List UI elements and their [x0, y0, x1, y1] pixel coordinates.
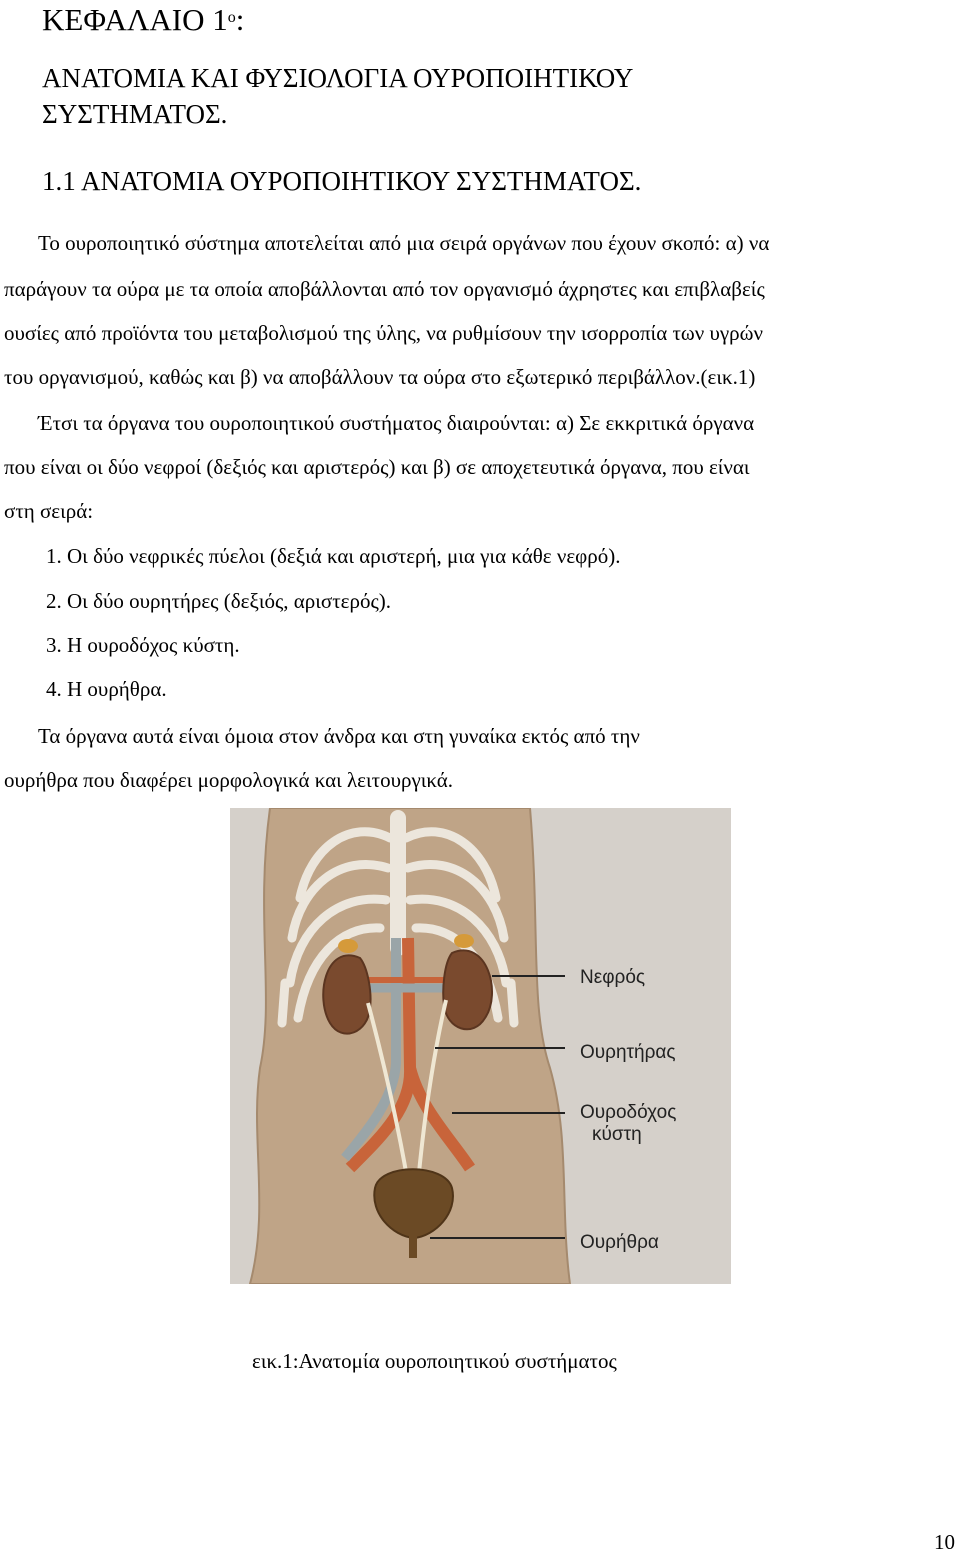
- label-urethra: Ουρήθρα: [580, 1232, 659, 1253]
- closing-line: Τα όργανα αυτά είναι όμοια στον άνδρα και στη γυναίκα εκτός από την: [38, 724, 640, 748]
- list-item: 3. Η ουροδόχος κύστη.: [46, 633, 240, 657]
- body-line: ουσίες από προϊόντα του μεταβολισμού της ύλης, να ρυθμίσουν την ισορροπία των υγρών: [4, 321, 763, 345]
- body-line: Έτσι τα όργανα του ουροποιητικού συστήματος διαιρούνται: α) Σε εκκριτικά όργανα: [38, 411, 755, 435]
- list-item: 4. Η ουρήθρα.: [46, 677, 167, 701]
- page-number: 10: [934, 1530, 955, 1554]
- closing-line: ουρήθρα που διαφέρει μορφολογικά και λειτουργικά.: [4, 768, 454, 792]
- list-item: 2. Οι δύο ουρητήρες (δεξιός, αριστερός).: [46, 589, 392, 613]
- label-kidney: Νεφρός: [580, 967, 646, 988]
- label-ureter: Ουρητήρας: [580, 1042, 676, 1063]
- urinary-system-diagram: [230, 808, 731, 1284]
- label-bladder-line-2: κύστη: [592, 1124, 642, 1145]
- chapter-heading-colon: :: [235, 2, 245, 37]
- list-item: 1. Οι δύο νεφρικές πύελοι (δεξιά και αριστερή, μια για κάθε νεφρό).: [46, 544, 621, 568]
- body-line: παράγουν τα ούρα με τα οποία αποβάλλονται από τον οργανισμό άχρηστες και επιβλαβείς: [4, 277, 765, 301]
- body-line: Το ουροποιητικό σύστημα αποτελείται από μια σειρά οργάνων που έχουν σκοπό: α) να: [38, 231, 770, 255]
- urinary-system-figure: [230, 808, 731, 1284]
- body-line: στη σειρά:: [4, 499, 94, 523]
- chapter-heading-text: ΚΕΦΑΛΑΙΟ 1: [42, 2, 228, 37]
- figure-caption: εικ.1:Ανατομία ουροποιητικού συστήματος: [252, 1349, 617, 1373]
- chapter-title-line-1: ΑΝΑΤΟΜΙΑ ΚΑΙ ΦΥΣΙΟΛΟΓΙΑ ΟΥΡΟΠΟΙΗΤΙΚΟΥ: [42, 63, 634, 93]
- chapter-heading: [42, 2, 244, 38]
- label-bladder-line-1: Ουροδόχος: [580, 1102, 677, 1123]
- body-line: που είναι οι δύο νεφροί (δεξιός και αριστερός) και β) σε αποχετευτικά όργανα, που είναι: [4, 455, 750, 479]
- section-heading: 1.1 ΑΝΑΤΟΜΙΑ ΟΥΡΟΠΟΙΗΤΙΚΟΥ ΣΥΣΤΗΜΑΤΟΣ.: [42, 166, 642, 196]
- body-line: του οργανισμού, καθώς και β) να αποβάλλουν τα ούρα στο εξωτερικό περιβάλλον.(εικ.1): [4, 365, 756, 389]
- chapter-heading-superscript: ο: [227, 9, 236, 26]
- chapter-title-line-2: ΣΥΣΤΗΜΑΤΟΣ.: [42, 99, 228, 129]
